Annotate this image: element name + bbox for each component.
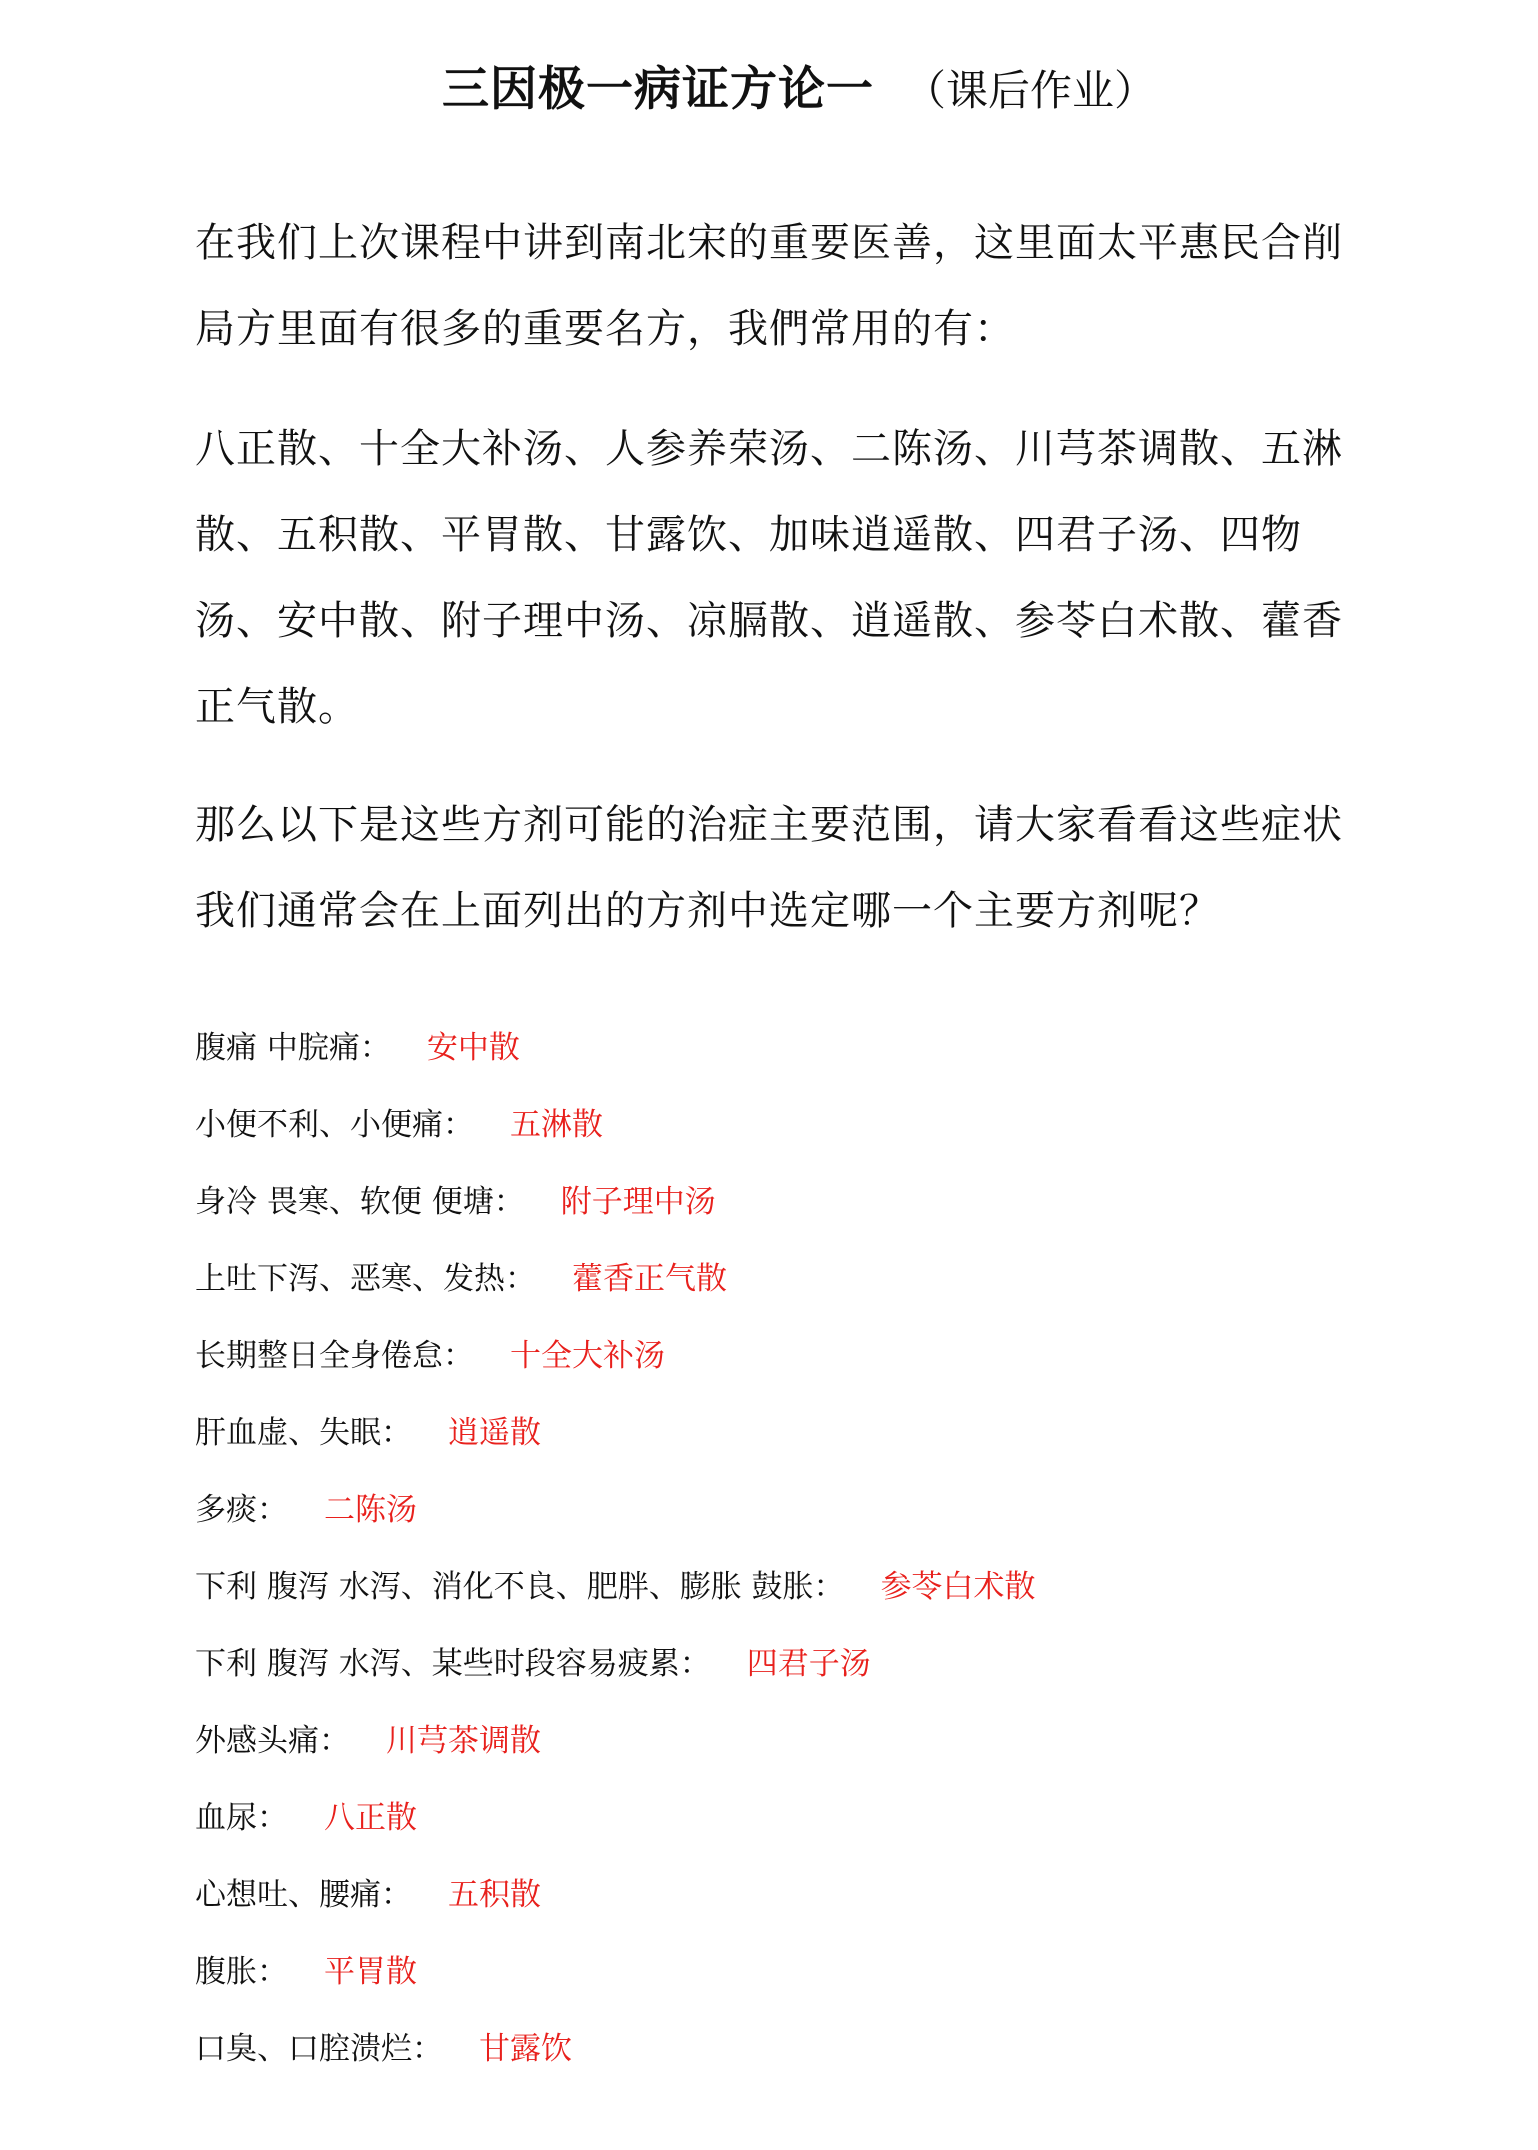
qa-item [195,1934,1395,2011]
qa-item [195,1703,1395,1780]
symptom-text: 肝血虚、失眠： [195,1415,412,1451]
page-title: 三因极一病证方论一 [441,62,874,117]
answer-text: 藿香正气散 [572,1261,727,1297]
symptom-text: 心想吐、腰痛： [195,1877,412,1913]
symptom-text: 长期整日全身倦怠： [195,1338,474,1374]
answer-text: 安中散 [426,1030,520,1066]
qa-item [195,1395,1395,1472]
symptom-text: 口臭、口腔溃烂： [195,2031,443,2067]
symptom-text: 血尿： [195,1800,288,1836]
answer-text: 十全大补汤 [510,1338,665,1374]
qa-item [195,1318,1395,1395]
intro-paragraph: 在我们上次课程中讲到南北宋的重要医善，这里面太平惠民合削局方里面有很多的重要名方，我們常用的有： [195,220,1343,352]
formula-list-paragraph: 八正散、十全大补汤、人参养荣汤、二陈汤、川芎茶调散、五淋散、五积散、平胃散、甘露饮、加味逍遥散、四君子汤、四物汤、安中散、附子理中汤、凉膈散、逍遥散、参苓白术散、藿香正气散。 [195,426,1343,730]
symptom-text: 腹痛 中脘痛： [195,1030,391,1066]
symptom-text: 小便不利、小便痛： [195,1107,474,1143]
qa-item [195,1010,1395,1087]
qa-item [195,1472,1395,1549]
answer-text: 平胃散 [324,1954,417,1990]
answer-text: 参苓白术散 [880,1569,1036,1605]
answer-text: 四君子汤 [746,1646,871,1682]
symptom-text: 下利 腹泻 水泻、某些时段容易疲累： [195,1646,711,1682]
answer-text: 逍遥散 [448,1415,541,1451]
answer-text: 二陈汤 [324,1492,417,1528]
symptom-text: 上吐下泻、恶寒、发热： [195,1261,536,1297]
answer-text: 八正散 [324,1800,417,1836]
answer-text: 甘露饮 [479,2031,572,2067]
symptom-text: 下利 腹泻 水泻、消化不良、肥胖、膨胀 鼓胀： [195,1569,845,1605]
page-subtitle: （课后作业） [903,66,1156,115]
answer-text: 川芎茶调散 [386,1723,541,1759]
qa-item [195,1857,1395,1934]
qa-item [195,1549,1395,1626]
qa-item [195,1626,1395,1703]
answer-text: 五淋散 [510,1107,603,1143]
answer-text: 附子理中汤 [560,1184,716,1220]
qa-item [195,2011,1395,2088]
symptom-text: 外感头痛： [195,1723,350,1759]
title-row [0,52,1538,119]
question-paragraph: 那么以下是这些方剂可能的治症主要范围，请大家看看这些症状我们通常会在上面列出的方剂中选定哪一个主要方剂呢？ [195,802,1343,934]
qa-item [195,1087,1395,1164]
symptom-answer-list [195,1010,1395,2088]
symptom-text: 身冷 畏寒、软便 便塘： [195,1184,525,1220]
qa-item [195,1164,1395,1241]
qa-item [195,1241,1395,1318]
symptom-text: 多痰： [195,1492,288,1528]
qa-item [195,1780,1395,1857]
symptom-text: 腹胀： [195,1954,288,1990]
answer-text: 五积散 [448,1877,541,1913]
